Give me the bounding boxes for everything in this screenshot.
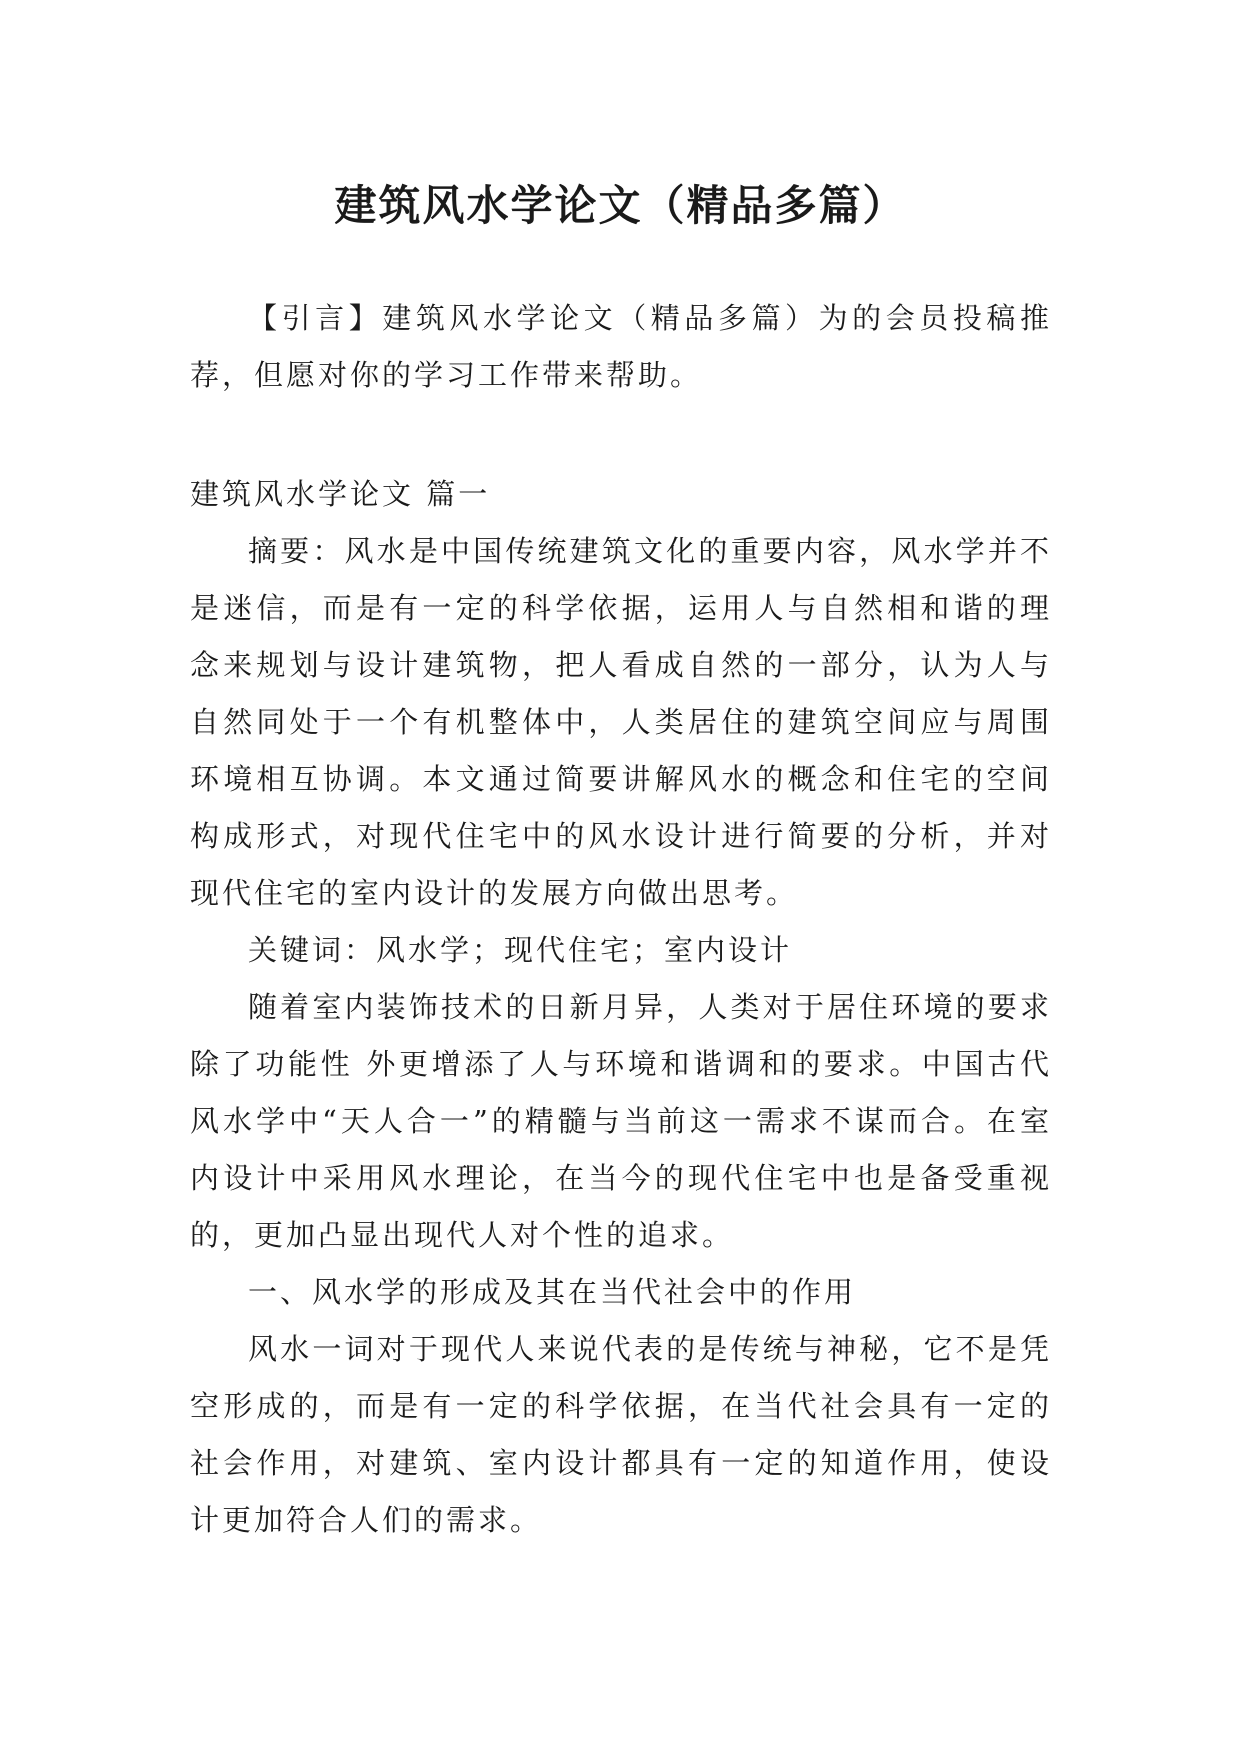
keywords-paragraph: 关键词：风水学；现代住宅；室内设计 <box>248 933 793 967</box>
article-body <box>190 523 1052 1549</box>
section-heading: 建筑风水学论文 篇一 <box>190 477 491 511</box>
abstract-paragraph: 摘要：风水是中国传统建筑文化的重要内容，风水学并不是迷信，而是有一定的科学依据，运用人与自然相和谐的理念来规划与设计建筑物，把人看成自然的一部分，认为人与自然同处于一个有机整体中，人类居住的建筑空间应与周围环境相互协调。本文通过简要讲解风水的概念和住宅的空间构成形式，对现代住宅中的风水设计进行简要的分析，并对现代住宅的室内设计的发展方向做出思考。 <box>190 534 1052 910</box>
body-paragraph: 随着室内装饰技术的日新月异，人类对于居住环境的要求除了功能性 外更增添了人与环境和谐调和的要求。中国古代风水学中“天人合一”的精髓与当前这一需求不谋而合。在室内设计中采用风水理论，在当今的现代住宅中也是备受重视的，更加凸显出现代人对个性的追求。 <box>190 990 1052 1252</box>
body-paragraph: 风水一词对于现代人来说代表的是传统与神秘，它不是凭空形成的，而是有一定的科学依据，在当代社会具有一定的社会作用，对建筑、室内设计都具有一定的知道作用，使设计更加符合人们的需求。 <box>190 1332 1052 1537</box>
intro-paragraph: 【引言】建筑风水学论文（精品多篇）为的会员投稿推荐，但愿对你的学习工作带来帮助。 <box>190 301 1052 392</box>
subsection-heading: 一、风水学的形成及其在当代社会中的作用 <box>248 1275 857 1309</box>
document-title: 建筑风水学论文（精品多篇） <box>334 181 907 231</box>
